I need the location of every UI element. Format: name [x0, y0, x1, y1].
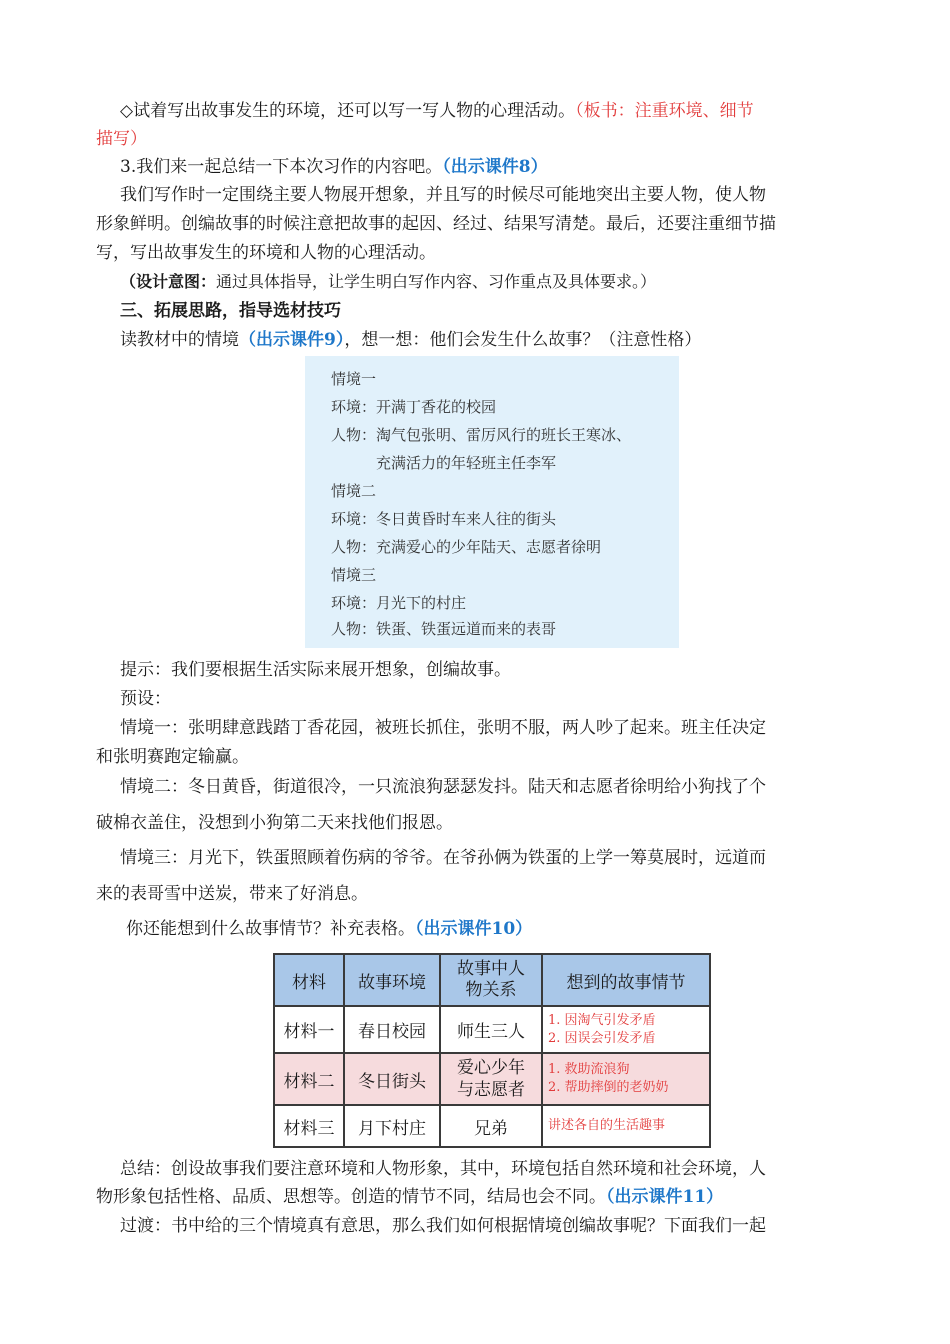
design-intent	[120, 268, 656, 296]
summary-line-2-text: 物形象包括性格、品质、思想等。创造的情节不同，结局也会不同。	[96, 1187, 606, 1207]
read-prompt-pre: 读教材中的情境	[120, 330, 239, 350]
summary-line-3: 写，写出故事发生的环境和人物的心理活动。	[96, 243, 436, 263]
scenario-3-answer-line-1: 情境三：月光下，铁蛋照顾着伤病的爷爷。在爷孙俩为铁蛋的上学一筹莫展时，远道而	[120, 848, 766, 868]
header-relationship-line-2: 物关系	[465, 980, 517, 1000]
preset-label: 预设：	[120, 689, 171, 709]
relationship-line-2: 与志愿者	[457, 1080, 525, 1100]
cell-material: 材料三	[274, 1105, 344, 1147]
section-3-heading: 三、拓展思路，指导选材技巧	[120, 301, 341, 321]
read-scenarios-prompt	[120, 326, 701, 354]
scenario-1-answer-line-1: 情境一：张明肆意践踏丁香花园，被班长抓住，张明不服，两人吵了起来。班主任决定	[120, 718, 766, 738]
cell-material: 材料一	[274, 1006, 344, 1053]
cell-relationship: 兄弟	[440, 1105, 542, 1147]
cell-plot	[542, 1053, 710, 1105]
scenario-line: 环境：冬日黄昏时车来人往的街头	[331, 510, 557, 528]
cell-plot	[542, 1006, 710, 1053]
scenario-line: 环境：月光下的村庄	[331, 594, 467, 612]
header-relationship-line-1: 故事中人	[457, 959, 525, 979]
cell-environment: 月下村庄	[344, 1105, 440, 1147]
table-header-row	[274, 954, 710, 1006]
scenario-line: 充满活力的年轻班主任李军	[331, 454, 557, 472]
design-intent-text: 通过具体指导，让学生明白写作内容、习作重点及具体要求。）	[216, 272, 657, 291]
courseware-9-note: （出示课件9）	[239, 330, 345, 350]
summary-paragraph-line-2	[96, 1183, 723, 1211]
summary-line-2: 形象鲜明。创编故事的时候注意把故事的起因、经过、结果写清楚。最后，还要注重细节描	[96, 214, 776, 234]
paragraph-environment-tip	[120, 97, 754, 125]
courseware-10-note: （出示课件10）	[415, 919, 533, 939]
read-prompt-post: ，想一想：他们会发生什么故事？（注意性格）	[344, 330, 702, 350]
scenario-line: 人物：铁蛋、铁蛋远道而来的表哥	[331, 620, 557, 638]
header-material: 材料	[274, 954, 344, 1006]
plot-item: 讲述各自的生活趣事	[548, 1118, 666, 1133]
scenario-line: 人物：淘气包张明、雷厉风行的班长王寒冰、	[331, 426, 632, 444]
courseware-11-note: （出示课件11）	[606, 1187, 724, 1207]
plot-item: 1. 救助流浪狗	[548, 1062, 630, 1077]
design-intent-label: （设计意图：	[120, 272, 217, 291]
table-row	[274, 1053, 710, 1105]
scenario-line: 人物：充满爱心的少年陆天、志愿者徐明	[331, 538, 602, 556]
courseware-8-note: （出示课件8）	[442, 157, 548, 177]
paragraph-summary-prompt	[120, 153, 548, 181]
cell-relationship	[440, 1053, 542, 1105]
table-intro	[126, 915, 532, 943]
scenario-1-answer-line-2: 和张明赛跑定输赢。	[96, 747, 249, 767]
cell-plot	[542, 1105, 710, 1147]
table-row	[274, 1006, 710, 1053]
board-note-continued: 描写）	[96, 129, 147, 149]
table-intro-text: 你还能想到什么故事情节？补充表格。	[126, 919, 415, 939]
scenario-line: 环境：开满丁香花的校园	[331, 398, 497, 416]
plot-item: 1. 因淘气引发矛盾	[548, 1012, 656, 1028]
relationship-line-1: 爱心少年	[457, 1058, 525, 1078]
scenario-line: 情境一	[331, 370, 377, 388]
table-row	[274, 1105, 710, 1147]
cell-material: 材料二	[274, 1053, 344, 1105]
plot-item: 2. 帮助摔倒的老奶奶	[548, 1080, 669, 1095]
scenario-line: 情境三	[331, 566, 377, 584]
board-note: （板书：注重环境、细节	[575, 101, 754, 121]
header-environment: 故事环境	[344, 954, 440, 1006]
scenario-line: 情境二	[331, 482, 377, 500]
scenario-3-answer-line-2: 来的表哥雪中送炭，带来了好消息。	[96, 884, 368, 904]
summary-paragraph-line-1: 总结：创设故事我们要注意环境和人物形象，其中，环境包括自然环境和社会环境，人	[120, 1159, 766, 1179]
scenario-2-answer-line-2: 破棉衣盖住，没想到小狗第二天来找他们报恩。	[96, 813, 453, 833]
summary-line-1: 我们写作时一定围绕主要人物展开想象，并且写的时候尽可能地突出主要人物，使人物	[120, 185, 766, 205]
scenario-2-answer-line-1: 情境二：冬日黄昏，街道很冷，一只流浪狗瑟瑟发抖。陆天和志愿者徐明给小狗找了个	[120, 777, 766, 797]
cell-environment: 冬日街头	[344, 1053, 440, 1105]
header-relationship	[440, 954, 542, 1006]
tip-text: ◇试着写出故事发生的环境，还可以写一写人物的心理活动。	[120, 101, 576, 121]
header-plot: 想到的故事情节	[542, 954, 710, 1006]
plot-item: 2. 因误会引发矛盾	[548, 1030, 656, 1046]
summary-prompt-text: 3.我们来一起总结一下本次习作的内容吧。	[120, 157, 443, 177]
material-table	[273, 953, 711, 1148]
scenario-box	[305, 356, 679, 648]
cell-relationship: 师生三人	[440, 1006, 542, 1053]
tip-paragraph: 提示：我们要根据生活实际来展开想象，创编故事。	[120, 660, 511, 680]
cell-environment: 春日校园	[344, 1006, 440, 1053]
transition-paragraph: 过渡：书中给的三个情境真有意思，那么我们如何根据情境创编故事呢？下面我们一起	[120, 1216, 766, 1236]
